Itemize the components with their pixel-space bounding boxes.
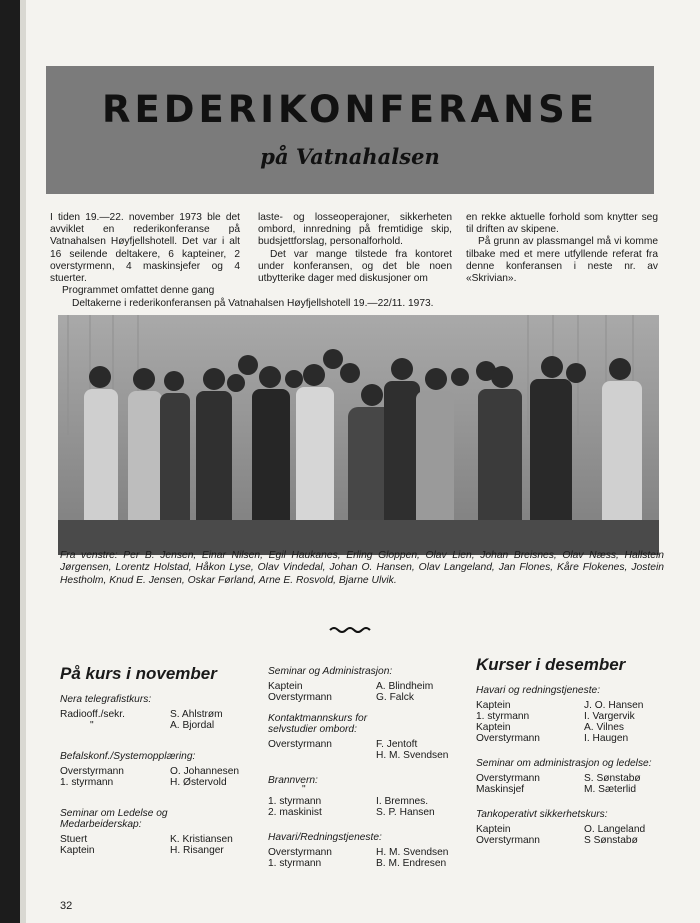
- course-person: O. Johannesen: [170, 766, 240, 777]
- course-row: [476, 835, 676, 846]
- course-group: [476, 758, 676, 795]
- course-person: H. M. Svendsen: [376, 750, 449, 761]
- article-paragraph: På grunn av plassmangel må vi komme tilbake med et mere utfyllende referat fra denne konferansen i neste nr. av «Skrivian».: [466, 236, 658, 285]
- course-role: Kaptein: [268, 681, 303, 692]
- course-person: I. Bremnes.: [376, 796, 429, 807]
- photo-caption: Deltakerne i rederikonferansen på Vatnahalsen Høyfjellshotell 19.—22/11. 1973.: [72, 298, 434, 309]
- course-group: [476, 809, 676, 846]
- course-row: [60, 720, 250, 731]
- course-role: 1. styrmann: [268, 796, 322, 807]
- course-person: F. Jentoft: [376, 739, 418, 750]
- kurs-middle-section: [268, 666, 468, 869]
- article-paragraph: Programmet omfattet denne gang: [62, 285, 215, 297]
- course-group: [60, 694, 250, 731]
- group-photo: [58, 315, 659, 555]
- course-person: B. M. Endresen: [376, 858, 447, 869]
- course-row: [60, 845, 250, 856]
- article-paragraph: I tiden 19.—22. november 1973 ble det avviklet en rederikonferanse på Vatnahalsen Høyfjellshotell. Det var i alt 16 seilende deltakere, 6 kapteiner, 2 overstyrmenn, 4 maskinsjefer og 4 stuerter.: [50, 212, 240, 285]
- course-row: [268, 807, 468, 818]
- page-edge-shadow: [20, 0, 26, 923]
- course-group: [268, 713, 468, 761]
- course-role: Kaptein: [476, 722, 511, 733]
- article-paragraph: laste- og losseoperajoner, sikkerheten ombord, innredning på fremtidige skip, budsjettforslag, personalforhold.: [258, 212, 452, 248]
- course-row: [476, 700, 676, 711]
- course-group: [60, 808, 250, 856]
- course-role: Kaptein: [476, 824, 511, 835]
- course-title: Brannvern:: [268, 775, 318, 786]
- course-role: Maskinsjef: [476, 784, 525, 795]
- course-role: 1. styrmann: [60, 777, 114, 788]
- section-divider-ornament: [328, 624, 372, 634]
- course-group: [268, 832, 468, 869]
- course-role: Kaptein: [476, 700, 511, 711]
- course-row: [60, 709, 250, 720]
- course-group: [60, 751, 250, 788]
- article-paragraph: Det var mange tilstede fra kontoret under konferansen, og det ble noen utbytterike dager med diskusjoner om: [258, 248, 452, 285]
- course-role: ": [90, 720, 94, 731]
- course-role: Overstyrmann: [476, 835, 540, 846]
- course-role: Overstyrmann: [60, 766, 124, 777]
- course-title: Havari/Redningstjeneste:: [268, 832, 382, 843]
- course-row: [476, 784, 676, 795]
- section-heading: Kurser i desember: [476, 655, 626, 674]
- course-row: [476, 733, 676, 744]
- course-person: H. Østervold: [170, 777, 227, 788]
- kurs-november-section: [60, 664, 250, 856]
- course-title: Befalskonf./Systemopplæring:: [60, 751, 196, 762]
- kurs-desember-section: [476, 655, 676, 846]
- course-person: A. Bjordal: [170, 720, 215, 731]
- course-role: 1. styrmann: [476, 711, 530, 722]
- page-number: 32: [60, 900, 73, 912]
- article-column-1: [50, 212, 240, 297]
- course-person: S. P. Hansen: [376, 807, 435, 818]
- course-role: 1. styrmann: [268, 858, 322, 869]
- course-role: Overstyrmann: [476, 733, 540, 744]
- title-banner: [46, 66, 654, 194]
- course-role: ": [302, 784, 306, 795]
- course-person: K. Kristiansen: [170, 834, 233, 845]
- page-subtitle: på Vatnahalsen: [260, 144, 440, 169]
- course-role: 2. maskinist: [268, 807, 322, 818]
- course-person: M. Sæterlid: [584, 784, 637, 795]
- course-person: S. Sønstabø: [584, 773, 641, 784]
- course-person: O. Langeland: [584, 824, 646, 835]
- course-person: H. M. Svendsen: [376, 847, 449, 858]
- course-role: Radiooff./sekr.: [60, 709, 125, 720]
- course-row: [60, 777, 250, 788]
- course-row: [268, 750, 468, 761]
- article-paragraph: en rekke aktuelle forhold som knytter seg til driften av skipene.: [466, 212, 658, 236]
- course-row: [476, 711, 676, 722]
- course-person: A. Blindheim: [376, 681, 434, 692]
- course-role: [268, 750, 376, 761]
- course-row: [268, 796, 468, 807]
- course-title: Seminar om administrasjon og ledelse:: [476, 758, 652, 769]
- course-title: Seminar om Ledelse og Medarbeiderskap:: [60, 808, 168, 830]
- course-role: Overstyrmann: [268, 847, 332, 858]
- course-row: [268, 786, 468, 796]
- course-title: Nera telegrafistkurs:: [60, 694, 152, 705]
- course-title: Kontaktmannskurs for selvstudier ombord:: [268, 713, 368, 735]
- course-row: [476, 722, 676, 733]
- course-role: Stuert: [60, 834, 88, 845]
- group-photo-illustration: [58, 315, 659, 555]
- course-role: Overstyrmann: [476, 773, 540, 784]
- course-row: [268, 847, 468, 858]
- course-role: Overstyrmann: [268, 692, 332, 703]
- course-row: [476, 773, 676, 784]
- course-title: Tankoperativt sikkerhetskurs:: [476, 809, 608, 820]
- binding-edge: [0, 0, 20, 923]
- photo-names-caption: Fra venstre: Per B. Jensen, Einar Nilsen, Egil Haukanes, Erling Gloppen, Olav Lien, Johan Breisnes, Olav Næss, Hallstein Jørgensen, Lorentz Holstad, Håkon Lyse, Olav Vindedal, Johan O. Hansen, Olav Langeland, Jan Flones, Kåre Flokenes, Jostein Hestholm, Knud E. Jensen, Oskar Førland, Arne E. Rosvold, Bjarne Ulvik.: [60, 550, 664, 586]
- article-column-3: [466, 212, 658, 285]
- course-row: [60, 834, 250, 845]
- article-column-2: [258, 212, 452, 285]
- course-person: A. Vilnes: [584, 722, 625, 733]
- course-row: [268, 681, 468, 692]
- course-role: Overstyrmann: [268, 739, 332, 750]
- course-person: S Sønstabø: [584, 835, 638, 846]
- course-person: H. Risanger: [170, 845, 224, 856]
- course-title: Seminar og Administrasjon:: [268, 666, 393, 677]
- course-group: [268, 775, 468, 818]
- course-row: [60, 766, 250, 777]
- course-role: Kaptein: [60, 845, 95, 856]
- course-row: [268, 739, 468, 750]
- page-title: REDERIKONFERANSE: [101, 88, 598, 131]
- course-person: I. Vargervik: [584, 711, 635, 722]
- course-person: G. Falck: [376, 692, 414, 703]
- course-person: I. Haugen: [584, 733, 629, 744]
- section-heading: På kurs i november: [60, 664, 217, 683]
- course-group: [268, 666, 468, 703]
- course-row: [476, 824, 676, 835]
- course-person: J. O. Hansen: [584, 700, 644, 711]
- course-row: [268, 858, 468, 869]
- course-person: S. Ahlstrøm: [170, 709, 223, 720]
- course-title: Havari og redningstjeneste:: [476, 685, 601, 696]
- course-group: [476, 685, 676, 744]
- course-row: [268, 692, 468, 703]
